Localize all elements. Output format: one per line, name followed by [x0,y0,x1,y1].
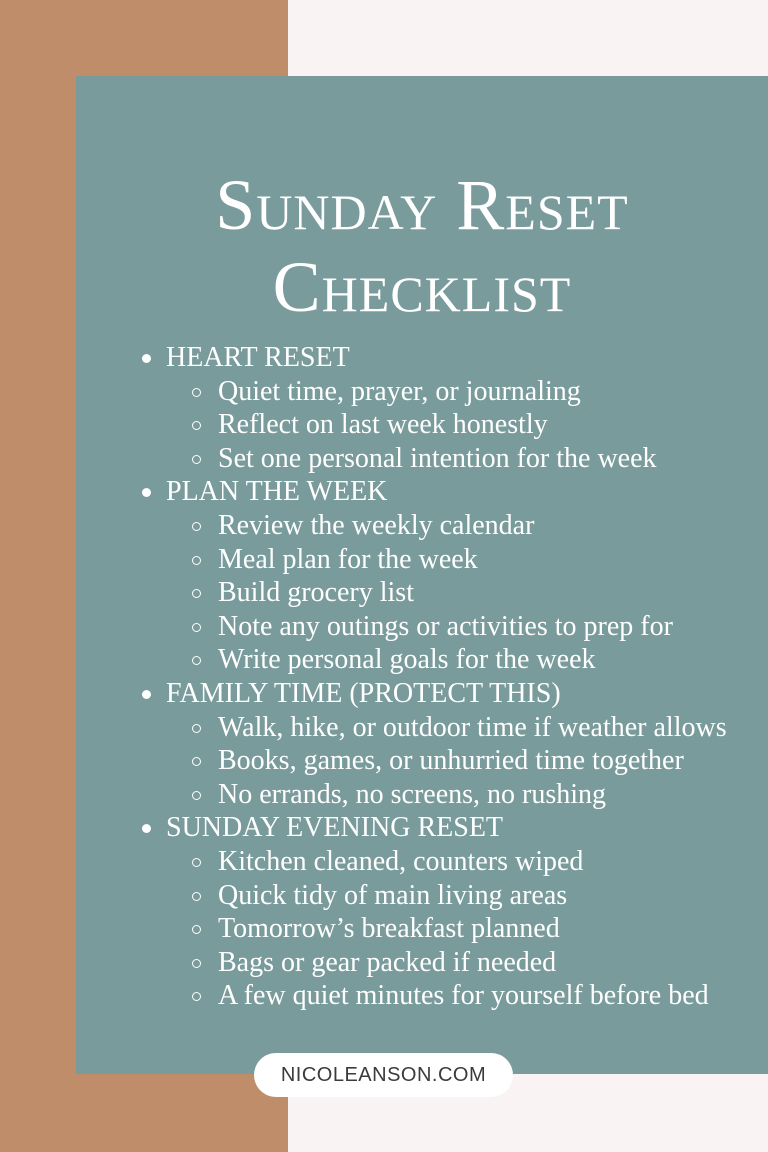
list-item-text: Kitchen cleaned, counters wiped [218,845,584,877]
list-item [166,442,768,476]
list-item [166,946,768,980]
list-item [166,408,768,442]
bullet-circle-icon [192,421,201,430]
title-line-2: Checklist [272,247,572,327]
bullet-circle-icon [192,388,201,397]
list-item [166,375,768,409]
bullet-dot-icon [142,824,151,833]
bullet-circle-icon [192,589,201,598]
list-item [166,576,768,610]
bullet-circle-icon [192,925,201,934]
list-item-text: Review the weekly calendar [218,509,535,541]
list-item-text: Set one personal intention for the week [218,442,657,474]
bullet-circle-icon [192,992,201,1001]
bullet-circle-icon [192,959,201,968]
bullet-dot-icon [142,690,151,699]
page-title [76,164,768,328]
bullet-dot-icon [142,488,151,497]
list-item-text: Walk, hike, or outdoor time if weather allows [218,711,727,743]
list-item [166,744,768,778]
list-item [166,610,768,644]
section-heading [166,811,768,845]
list-item [166,912,768,946]
section-family-time [76,677,768,811]
bullet-circle-icon [192,858,201,867]
section-heading-text: PLAN THE WEEK [166,476,388,508]
bullet-circle-icon [192,892,201,901]
list-item [166,778,768,812]
list-item-text: Note any outings or activities to prep for [218,610,673,642]
bullet-circle-icon [192,724,201,733]
bullet-circle-icon [192,757,201,766]
section-heading-text: SUNDAY EVENING RESET [166,812,504,844]
section-heading [166,475,768,509]
list-item-text: No errands, no screens, no rushing [218,778,607,810]
sub-list [166,509,768,677]
section-heading [166,341,768,375]
list-item-text: Quiet time, prayer, or journaling [218,375,581,407]
bullet-dot-icon [142,354,151,363]
sub-list [166,845,768,1013]
website-link[interactable]: NICOLEANSON.COM [254,1053,513,1097]
checklist [76,341,768,1013]
sub-list [166,375,768,476]
checklist-card [76,76,768,1074]
list-item [166,643,768,677]
list-item-text: Build grocery list [218,577,414,609]
list-item-text: Bags or gear packed if needed [218,946,557,978]
section-plan-the-week [76,475,768,677]
list-item-text: Tomorrow’s breakfast planned [218,913,560,945]
bullet-circle-icon [192,556,201,565]
title-line-1: Sunday Reset [215,165,629,245]
list-item-text: A few quiet minutes for yourself before bed [218,980,709,1012]
list-item [166,845,768,879]
bullet-circle-icon [192,656,201,665]
list-item [166,711,768,745]
bullet-circle-icon [192,791,201,800]
list-item [166,879,768,913]
list-item [166,543,768,577]
list-item-text: Write personal goals for the week [218,644,596,676]
list-item-text: Quick tidy of main living areas [218,879,568,911]
section-heading [166,677,768,711]
bullet-circle-icon [192,455,201,464]
bullet-circle-icon [192,623,201,632]
section-heart-reset [76,341,768,475]
list-item-text: Reflect on last week honestly [218,409,548,441]
section-heading-text: FAMILY TIME (PROTECT THIS) [166,677,561,709]
list-item [166,509,768,543]
section-sunday-evening-reset [76,811,768,1013]
list-item-text: Books, games, or unhurried time together [218,745,684,777]
bullet-circle-icon [192,522,201,531]
sub-list [166,711,768,812]
list-item [166,979,768,1013]
section-heading-text: HEART RESET [166,342,350,373]
list-item-text: Meal plan for the week [218,543,478,575]
